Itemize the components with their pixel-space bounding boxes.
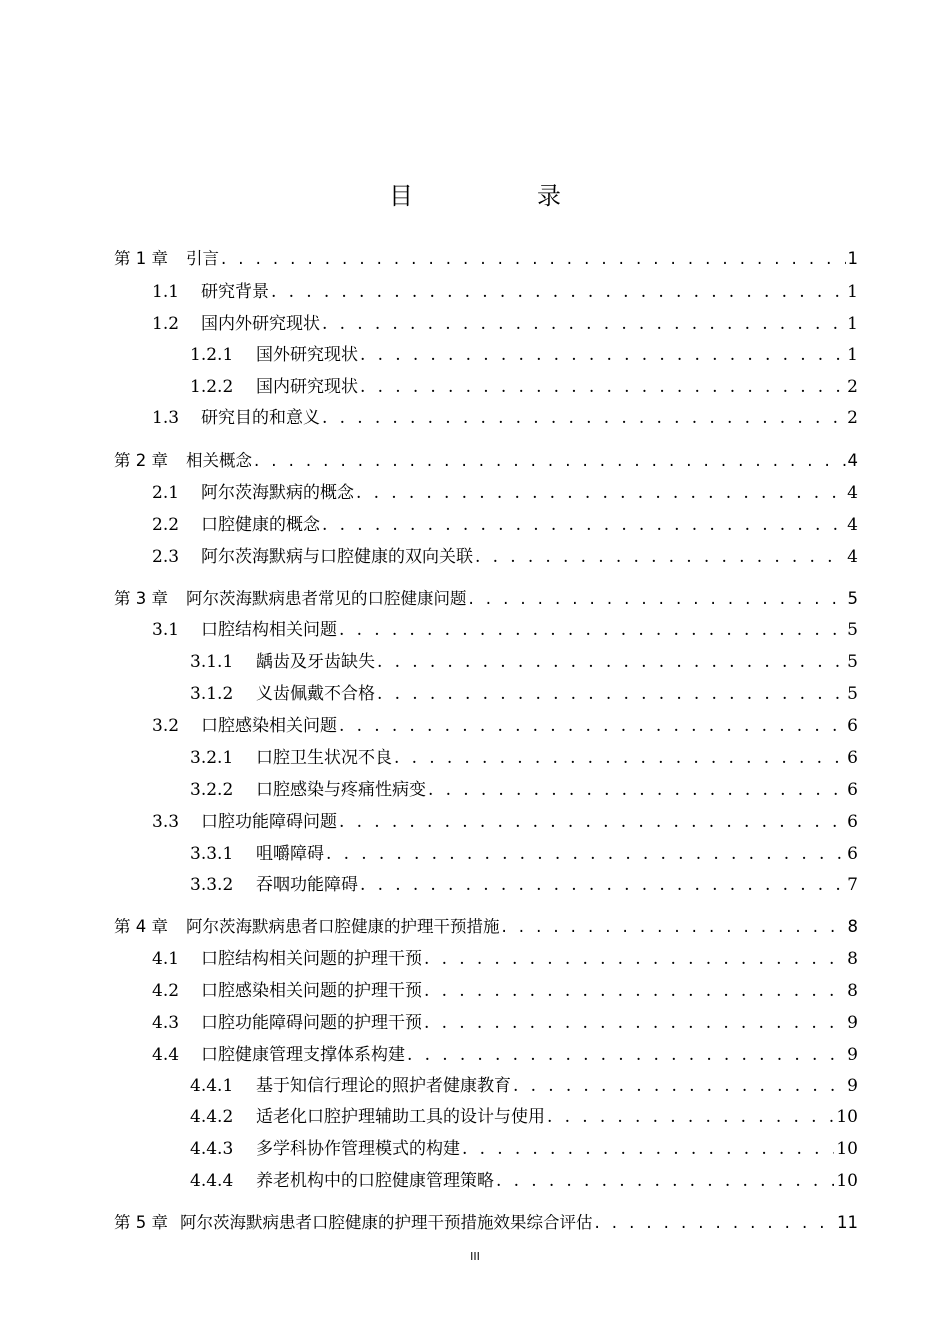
toc-entry[interactable] (152, 546, 858, 568)
toc-number: 第 2 章 (114, 451, 168, 470)
toc-entry[interactable] (114, 916, 858, 938)
toc-leader (271, 281, 845, 303)
toc-number: 2.3 (152, 547, 180, 567)
toc-number: 3.1.2 (190, 684, 234, 704)
toc-leader (424, 1012, 845, 1034)
toc-entry[interactable] (152, 980, 858, 1002)
toc-text: 研究背景 (201, 282, 269, 302)
toc-page: 4 (847, 515, 858, 535)
toc-page: 4 (847, 547, 858, 567)
toc-page: 5 (847, 589, 858, 608)
toc-entry[interactable] (114, 588, 858, 610)
toc-page: 1 (847, 249, 858, 268)
toc-text: 相关概念 (186, 451, 252, 470)
toc-page: 8 (847, 917, 858, 936)
toc-number: 4.4.1 (190, 1076, 234, 1096)
toc-entry[interactable] (152, 514, 858, 536)
toc-page: 4 (847, 483, 858, 503)
toc-entry[interactable] (190, 779, 858, 801)
toc-page: 1 (847, 345, 858, 365)
toc-leader (339, 811, 845, 833)
toc-entry[interactable] (152, 948, 858, 970)
toc-text: 阿尔茨海默病患者常见的口腔健康问题 (186, 589, 467, 608)
toc-entry[interactable] (190, 874, 858, 896)
toc-entry[interactable] (152, 407, 858, 429)
toc-page: 6 (847, 716, 858, 736)
toc-text: 吞咽功能障碍 (256, 875, 358, 895)
toc-number: 1.1 (152, 282, 180, 302)
toc-entry[interactable] (190, 843, 858, 865)
toc-page: 1 (847, 282, 858, 302)
toc-text: 养老机构中的口腔健康管理策略 (256, 1171, 494, 1191)
toc-entry[interactable] (152, 1012, 858, 1034)
toc-leader (502, 916, 846, 938)
toc-leader (339, 619, 845, 641)
toc-page: 7 (847, 875, 858, 895)
toc-page: 5 (847, 620, 858, 640)
toc-page: 11 (837, 1213, 858, 1232)
toc-page: 8 (847, 949, 858, 969)
toc-entry[interactable] (190, 1170, 858, 1192)
toc-text: 国内研究现状 (256, 377, 358, 397)
toc-number: 4.4 (152, 1045, 180, 1065)
toc-leader (547, 1106, 834, 1128)
toc-leader (326, 843, 845, 865)
toc-number: 2.1 (152, 483, 180, 503)
toc-leader (339, 715, 845, 737)
toc-page: 9 (847, 1076, 858, 1096)
toc-number: 第 3 章 (114, 589, 168, 608)
toc-entry[interactable] (190, 376, 858, 398)
toc-number: 4.4.2 (190, 1107, 234, 1127)
toc-page: 5 (847, 684, 858, 704)
toc-number: 第 4 章 (114, 917, 168, 936)
toc-text: 国外研究现状 (256, 345, 358, 365)
toc-leader (428, 779, 845, 801)
toc-number: 1.3 (152, 408, 180, 428)
toc-number: 1.2 (152, 314, 180, 334)
toc-text: 阿尔茨海默病与口腔健康的双向关联 (201, 547, 473, 567)
toc-number: 3.3.2 (190, 875, 234, 895)
toc-entry[interactable] (152, 1044, 858, 1066)
toc-leader (360, 344, 845, 366)
toc-number: 1.2.2 (190, 377, 234, 397)
page-number-footer: III (470, 1250, 480, 1263)
toc-leader (377, 683, 845, 705)
toc-text: 口腔结构相关问题 (201, 620, 337, 640)
toc-page: 6 (847, 844, 858, 864)
toc-page: 9 (847, 1045, 858, 1065)
toc-page: 10 (836, 1139, 858, 1159)
toc-leader (496, 1170, 834, 1192)
toc-entry[interactable] (114, 248, 858, 270)
toc-leader (475, 546, 845, 568)
toc-text: 多学科协作管理模式的构建 (256, 1139, 460, 1159)
toc-leader (377, 651, 845, 673)
toc-page: 6 (847, 812, 858, 832)
toc-number: 4.4.4 (190, 1171, 234, 1191)
toc-leader (469, 588, 846, 610)
toc-entry[interactable] (190, 683, 858, 705)
toc-text: 口腔结构相关问题的护理干预 (201, 949, 422, 969)
toc-entry[interactable] (152, 482, 858, 504)
toc-number: 4.3 (152, 1013, 180, 1033)
toc-text: 阿尔茨海默病的概念 (201, 483, 354, 503)
toc-text: 口腔感染相关问题 (201, 716, 337, 736)
toc-page: 2 (847, 408, 858, 428)
toc-leader (322, 407, 845, 429)
toc-entry[interactable] (190, 651, 858, 673)
toc-page: 5 (847, 652, 858, 672)
toc-entry[interactable] (114, 1212, 858, 1234)
toc-entry[interactable] (190, 1106, 858, 1128)
toc-leader (394, 747, 845, 769)
toc-text: 义齿佩戴不合格 (256, 684, 375, 704)
toc-text: 咀嚼障碍 (256, 844, 324, 864)
toc-number: 3.1.1 (190, 652, 234, 672)
toc-number: 3.2.1 (190, 748, 234, 768)
toc-text: 阿尔茨海默病患者口腔健康的护理干预措施效果综合评估 (180, 1213, 593, 1232)
toc-text: 口腔感染与疼痛性病变 (256, 780, 426, 800)
toc-number: 4.1 (152, 949, 180, 969)
toc-number: 4.2 (152, 981, 180, 1001)
toc-leader (424, 980, 845, 1002)
toc-entry[interactable] (152, 811, 858, 833)
toc-leader (221, 248, 846, 270)
toc-leader (254, 450, 846, 472)
toc-text: 研究目的和意义 (201, 408, 320, 428)
toc-number: 3.3.1 (190, 844, 234, 864)
toc-entry[interactable] (190, 747, 858, 769)
toc-page: 6 (847, 780, 858, 800)
toc-entry[interactable] (190, 344, 858, 366)
toc-text: 引言 (186, 249, 219, 268)
toc-number: 3.2.2 (190, 780, 234, 800)
toc-page: 1 (847, 314, 858, 334)
toc-leader (322, 313, 845, 335)
toc-leader (513, 1075, 845, 1097)
toc-leader (407, 1044, 845, 1066)
toc-page: 10 (836, 1107, 858, 1127)
toc-number: 3.3 (152, 812, 180, 832)
toc-number: 第 5 章 (114, 1213, 168, 1232)
toc-entry[interactable] (190, 1138, 858, 1160)
toc-text: 适老化口腔护理辅助工具的设计与使用 (256, 1107, 545, 1127)
toc-text: 口腔功能障碍问题 (201, 812, 337, 832)
toc-leader (360, 874, 845, 896)
page-title: 目 录 (389, 182, 611, 210)
toc-number: 2.2 (152, 515, 180, 535)
toc-leader (462, 1138, 834, 1160)
toc-number: 3.2 (152, 716, 180, 736)
toc-entry[interactable] (152, 619, 858, 641)
toc-number: 4.4.3 (190, 1139, 234, 1159)
toc-page: 10 (836, 1171, 858, 1191)
toc-entry[interactable] (152, 281, 858, 303)
toc-text: 口腔健康的概念 (201, 515, 320, 535)
toc-text: 口腔功能障碍问题的护理干预 (201, 1013, 422, 1033)
toc-leader (424, 948, 845, 970)
toc-page: 4 (847, 451, 858, 470)
toc-entry[interactable] (152, 715, 858, 737)
toc-page: 6 (847, 748, 858, 768)
toc-text: 口腔健康管理支撑体系构建 (201, 1045, 405, 1065)
toc-number: 第 1 章 (114, 249, 168, 268)
toc-leader (322, 514, 845, 536)
toc-number: 1.2.1 (190, 345, 234, 365)
toc-text: 基于知信行理论的照护者健康教育 (256, 1076, 511, 1096)
toc-text: 国内外研究现状 (201, 314, 320, 334)
toc-entry[interactable] (190, 1075, 858, 1097)
toc-page: 9 (847, 1013, 858, 1033)
toc-entry[interactable] (114, 450, 858, 472)
toc-text: 口腔卫生状况不良 (256, 748, 392, 768)
toc-leader (360, 376, 845, 398)
toc-page: 2 (847, 377, 858, 397)
toc-text: 口腔感染相关问题的护理干预 (201, 981, 422, 1001)
toc-leader (595, 1212, 836, 1234)
toc-page: 8 (847, 981, 858, 1001)
toc-text: 龋齿及牙齿缺失 (256, 652, 375, 672)
toc-number: 3.1 (152, 620, 180, 640)
toc-entry[interactable] (152, 313, 858, 335)
toc-leader (356, 482, 845, 504)
toc-text: 阿尔茨海默病患者口腔健康的护理干预措施 (186, 917, 500, 936)
